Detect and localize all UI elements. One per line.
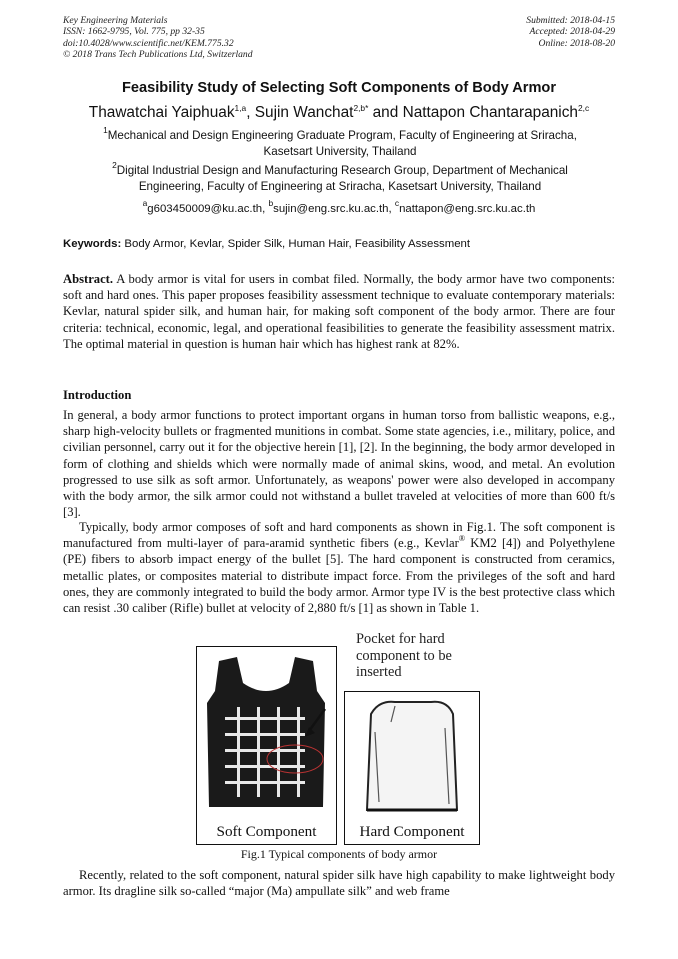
intro-paragraph-2 (63, 519, 615, 616)
intro-paragraph-1: In general, a body armor functions to protect important organs in human torso from ballistic weapons, e.g., sharp high-velocity bullets or fragmented munitions in combat. Some state agencies, i.e., military, police, and civilian personnel, carry out it for the objective herein [1], [2]. In the beginning, the body armor developed in form of clothing and shields which were normally made of animal skins, wood, and metal. An evolution progressed to use silk as soft armor. Unfortunately, as weapons' power were also developed in accompany with the body armor, the silk armor could not withstand a bullet traveled at velocities of more than 600 ft/s [3]. (63, 408, 615, 520)
author-name: Sujin Wanchat (254, 104, 354, 121)
author-sep: , (246, 104, 255, 121)
abstract-text: A body armor is vital for users in combat filed. Normally, the body armor have two components: soft and hard ones. This paper proposes feasibility assessment technique to evaluate contemporary materials: Kevlar, natural spider silk, and human hair, for making soft component of the body armor. There are four criteria: technical, economic, legal, and operational feasibilities to generate the feasibility assessment matrix. The optimal material in question is human hair which has highest rank at 82%. (63, 272, 615, 351)
affiliation-text: Digital Industrial Design and Manufacturing Research Group, Department of Mechanical Engineering, Faculty of Engineering at Sriracha, Kasetsart University, Thailand (116, 164, 568, 194)
affiliation-2 (80, 160, 600, 195)
author-sup: 2,b* (353, 103, 369, 113)
affiliation-sup: 2 (112, 160, 117, 170)
accepted-date: Accepted: 2018-04-29 (529, 26, 615, 38)
journal-name: Key Engineering Materials (63, 15, 168, 26)
author-sup: 1,a (234, 103, 247, 113)
dates-info (526, 15, 615, 49)
author-sep: and (368, 104, 403, 121)
abstract (63, 271, 615, 352)
journal-issn: ISSN: 1662-9795, Vol. 775, pp 32-35 (63, 26, 205, 38)
email-sep: , (262, 203, 269, 215)
figure-1 (196, 630, 488, 845)
copyright: © 2018 Trans Tech Publications Ltd, Switzerland (63, 48, 253, 60)
email-list (0, 198, 678, 217)
email-link[interactable]: g603450009@ku.ac.th (147, 203, 263, 215)
email-sep: , (388, 203, 395, 215)
author-name: Thawatchai Yaiphuak (88, 104, 235, 121)
email-sup: b (268, 198, 274, 208)
figure-caption: Fig.1 Typical components of body armor (240, 847, 438, 861)
journal-info (63, 15, 253, 60)
email-link[interactable]: nattapon@eng.src.ku.ac.th (399, 203, 536, 215)
journal-doi: doi:10.4028/www.scientific.net/KEM.775.32 (63, 37, 234, 49)
soft-component-panel (196, 646, 337, 845)
email-sup: a (142, 198, 148, 208)
keywords (63, 236, 615, 252)
paragraph-text: Typically, body armor composes of soft and hard components as shown in Fig.1. The soft component is manufactured from multi-layer of para-aramid synthetic fibers (e.g., Kevlar (63, 520, 615, 551)
keywords-label: Keywords: (63, 238, 122, 250)
hard-component-label: Hard Component (359, 823, 465, 840)
affiliation-1 (80, 125, 600, 160)
author-sup: 2,c (578, 103, 590, 113)
author-name: Nattapon Chantarapanich (402, 104, 578, 121)
pocket-callout: Pocket for hard component to be inserted (356, 631, 452, 681)
section-heading-introduction: Introduction (63, 388, 132, 402)
online-date: Online: 2018-08-20 (538, 37, 615, 49)
email-link[interactable]: sujin@eng.src.ku.ac.th (273, 203, 389, 215)
abstract-label: Abstract. (63, 272, 114, 286)
hard-plate-image (345, 692, 478, 827)
keywords-text: Body Armor, Kevlar, Spider Silk, Human Hair, Feasibility Assessment (124, 238, 471, 250)
affiliation-text: Mechanical and Design Engineering Graduate Program, Faculty of Engineering at Sriracha, Kasetsart University, Thailand (107, 129, 577, 159)
soft-vest-image (197, 647, 335, 827)
registered-mark: ® (458, 534, 466, 544)
paper-title: Feasibility Study of Selecting Soft Components of Body Armor (121, 80, 557, 96)
affiliation-sup: 1 (103, 125, 108, 135)
submitted-date: Submitted: 2018-04-15 (526, 15, 615, 26)
author-list (0, 103, 678, 123)
soft-component-label: Soft Component (216, 823, 317, 840)
intro-paragraph-3: Recently, related to the soft component, natural spider silk have high capability to make lightweight body armor. Its dragline silk so-called “major (Ma) ampullate silk” and web frame (63, 868, 615, 899)
hard-component-panel (344, 691, 480, 845)
paragraph-text: KM2 [4]) and Polyethylene (PE) fibers to absorb impact energy of the bullet [5]. The hard component is constructed from ceramics, metallic plates, or composites material to distribute impact force. From the privileges of the soft and hard ones, they are commonly integrated to build the body armor. Armor type IV is the best protective class which can resist .30 caliber (Rifle) bullet at velocity of 2,880 ft/s [1] as shown in Table 1. (63, 536, 615, 616)
email-sup: c (394, 198, 400, 208)
